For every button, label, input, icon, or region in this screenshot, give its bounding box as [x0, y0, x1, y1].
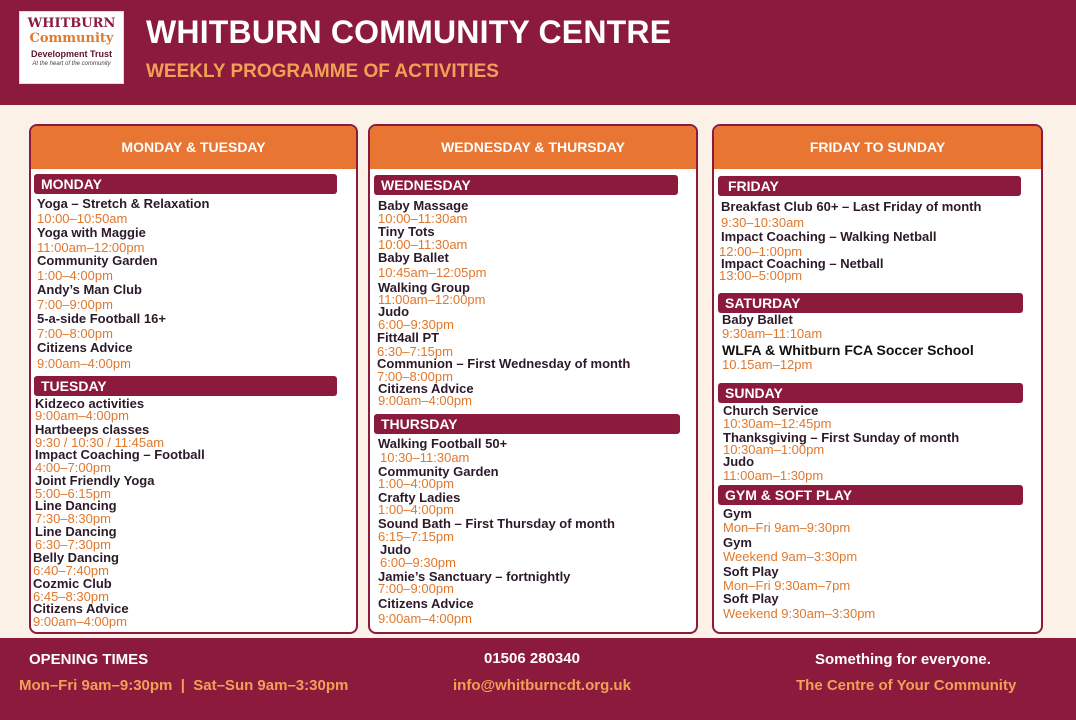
- column-heading: MONDAY & TUESDAY: [29, 124, 358, 169]
- slogan: Something for everyone.: [815, 651, 991, 668]
- activity-time: 1:00–4:00pm: [378, 476, 454, 491]
- activity-name: Joint Friendly Yoga: [35, 473, 155, 488]
- column-heading: FRIDAY TO SUNDAY: [712, 124, 1043, 169]
- activity-time: 4:00–7:00pm: [35, 460, 111, 475]
- activity-name: Judo: [378, 304, 410, 319]
- day-header-sunday: SUNDAY: [718, 383, 1023, 403]
- activity-name: Citizens Advice: [378, 381, 474, 396]
- column-monday-tuesday: [29, 124, 358, 634]
- activity-time: 7:30–8:30pm: [35, 511, 111, 526]
- logo-line-2: Community: [29, 31, 114, 46]
- activity-time: 10:30–11:30am: [380, 450, 470, 465]
- activity-name: Yoga – Stretch & Relaxation: [37, 196, 210, 211]
- activity-name: Andy’s Man Club: [37, 282, 142, 297]
- activity-name: Community Garden: [37, 253, 158, 268]
- activity-time: 6:00–9:30pm: [380, 555, 456, 570]
- trust-logo: [19, 11, 124, 84]
- activity-time: Mon–Fri 9:30am–7pm: [723, 578, 851, 593]
- activity-name: Line Dancing: [35, 498, 117, 513]
- column-heading: WEDNESDAY & THURSDAY: [368, 124, 698, 169]
- page-title: WHITBURN COMMUNITY CENTRE: [146, 14, 672, 50]
- logo-line-1: WHITBURN: [27, 16, 116, 31]
- day-header-gym-soft-play: GYM & SOFT PLAY: [718, 485, 1023, 505]
- activity-time: 11:00am–1:30pm: [723, 468, 824, 483]
- activity-name: Impact Coaching – Football: [35, 447, 205, 462]
- logo-tagline: At the heart of the community: [32, 61, 111, 67]
- activity-name: Soft Play: [723, 591, 779, 606]
- activity-name: Gym: [723, 535, 752, 550]
- activity-time: 9:00am–4:00pm: [378, 611, 472, 626]
- activity-time: 9:30–10:30am: [721, 215, 805, 230]
- activity-time: 5:00–6:15pm: [35, 486, 111, 501]
- activity-time: 10.15am–12pm: [722, 357, 813, 372]
- activity-name: Impact Coaching – Walking Netball: [721, 229, 937, 244]
- activity-time: 9:00am–4:00pm: [35, 408, 129, 423]
- footer: [0, 638, 1076, 720]
- activity-time: 13:00–5:00pm: [719, 268, 803, 283]
- activity-time: 9:00am–4:00pm: [37, 356, 131, 371]
- activity-name: Citizens Advice: [378, 596, 474, 611]
- activity-time: 10:30am–1:00pm: [723, 442, 825, 457]
- activity-time: Weekend 9:30am–3:30pm: [723, 606, 876, 621]
- activity-name: Walking Group: [378, 280, 470, 295]
- activity-name: Kidzeco activities: [35, 396, 145, 411]
- opening-hours: Mon–Fri 9am–9:30pm | Sat–Sun 9am–3:30pm: [19, 677, 349, 694]
- header: [0, 0, 1076, 105]
- activity-name: Judo: [723, 454, 755, 469]
- activity-time: 10:00–10:50am: [37, 211, 128, 226]
- day-header-tuesday: TUESDAY: [34, 376, 337, 396]
- phone-number: 01506 280340: [484, 650, 580, 667]
- day-header-friday: FRIDAY: [718, 176, 1021, 196]
- activity-time: 7:00–8:00pm: [377, 369, 453, 384]
- activity-name: Line Dancing: [35, 524, 117, 539]
- footer-tagline: The Centre of Your Community: [796, 677, 1017, 694]
- activity-name: Yoga with Maggie: [37, 225, 146, 240]
- activity-name: Walking Football 50+: [378, 436, 508, 451]
- activity-time: 9:00am–4:00pm: [378, 393, 472, 408]
- activity-name: Fitt4all PT: [377, 330, 440, 345]
- day-header-saturday: SATURDAY: [718, 293, 1023, 313]
- activity-name: Jamie’s Sanctuary – fortnightly: [378, 569, 571, 584]
- activity-name: Citizens Advice: [33, 601, 129, 616]
- activity-name: Gym: [723, 506, 752, 521]
- activity-time: Weekend 9am–3:30pm: [723, 549, 858, 564]
- activity-time: 11:00am–12:00pm: [37, 240, 145, 255]
- activity-time: 12:00–1:00pm: [719, 244, 803, 259]
- opening-times-label: OPENING TIMES: [29, 651, 149, 668]
- logo-line-3: Development Trust: [30, 49, 113, 59]
- activity-time: 10:45am–12:05pm: [378, 265, 487, 280]
- activity-name: Cozmic Club: [33, 576, 112, 591]
- activity-name: Belly Dancing: [33, 550, 119, 565]
- activity-time: 10:30am–12:45pm: [723, 416, 832, 431]
- activity-time: 9:30am–11:10am: [722, 326, 823, 341]
- activity-name: Citizens Advice: [37, 340, 133, 355]
- day-header-thursday: THURSDAY: [374, 414, 680, 434]
- activity-name: Baby Ballet: [722, 312, 793, 327]
- activity-name: Baby Ballet: [378, 250, 449, 265]
- activity-time: 6:40–7:40pm: [33, 563, 109, 578]
- column-wednesday-thursday: [368, 124, 698, 634]
- activity-time: 6:30–7:15pm: [377, 344, 453, 359]
- day-header-monday: MONDAY: [34, 174, 337, 194]
- activity-time: 10:00–11:30am: [378, 211, 468, 226]
- activity-name: 5-a-side Football 16+: [37, 311, 166, 326]
- activity-name: Breakfast Club 60+ – Last Friday of month: [721, 199, 982, 214]
- email-link[interactable]: info@whitburncdt.org.uk: [453, 677, 631, 694]
- activity-name: Tiny Tots: [378, 224, 435, 239]
- activity-name: Crafty Ladies: [378, 490, 461, 505]
- activity-time: 6:00–9:30pm: [378, 317, 454, 332]
- activity-time: 10:00–11:30am: [378, 237, 468, 252]
- activity-time: 6:15–7:15pm: [378, 529, 454, 544]
- page-subtitle: WEEKLY PROGRAMME OF ACTIVITIES: [146, 61, 499, 82]
- activity-time: 7:00–9:00pm: [378, 581, 454, 596]
- activity-name: Sound Bath – First Thursday of month: [378, 516, 615, 531]
- activity-name: Community Garden: [378, 464, 499, 479]
- activity-time: 6:30–7:30pm: [35, 537, 111, 552]
- column-friday-sunday: [712, 124, 1043, 634]
- activity-time: Mon–Fri 9am–9:30pm: [723, 520, 851, 535]
- activity-name: Thanksgiving – First Sunday of month: [723, 430, 960, 445]
- activity-time: 9:30 / 10:30 / 11:45am: [35, 435, 165, 450]
- activity-name: Soft Play: [723, 564, 779, 579]
- activity-name: WLFA & Whitburn FCA Soccer School: [722, 342, 974, 358]
- activity-time: 7:00–8:00pm: [37, 326, 113, 341]
- activity-name: Baby Massage: [378, 198, 469, 213]
- activity-time: 9:00am–4:00pm: [33, 614, 127, 629]
- activity-name: Judo: [380, 542, 412, 557]
- activity-time: 1:00–4:00pm: [37, 268, 113, 283]
- activity-name: Impact Coaching – Netball: [721, 256, 884, 271]
- activity-name: Communion – First Wednesday of month: [377, 356, 631, 371]
- activity-time: 7:00–9:00pm: [37, 297, 113, 312]
- activity-time: 1:00–4:00pm: [378, 502, 454, 517]
- activity-time: 11:00am–12:00pm: [378, 292, 486, 307]
- activity-name: Church Service: [723, 403, 819, 418]
- day-header-wednesday: WEDNESDAY: [374, 175, 678, 195]
- activity-time: 6:45–8:30pm: [33, 589, 109, 604]
- activity-name: Hartbeeps classes: [35, 422, 150, 437]
